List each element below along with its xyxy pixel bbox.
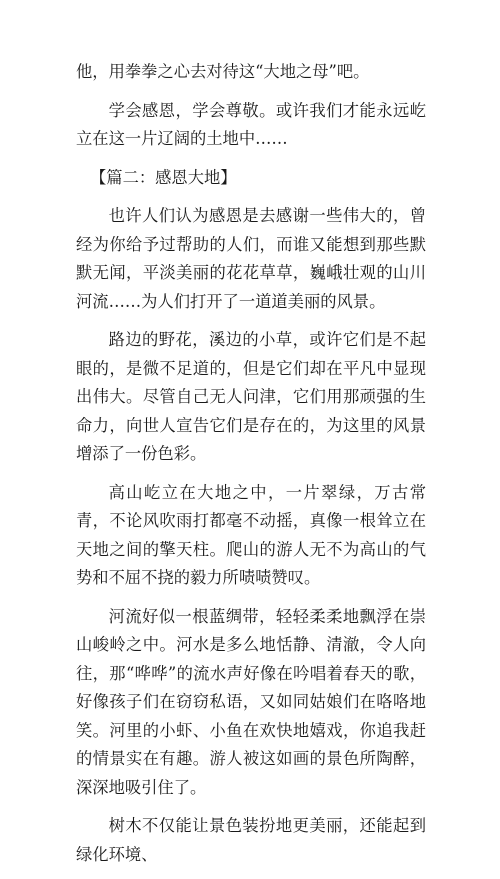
- paragraph-wildflowers: 路边的野花，溪边的小草，或许它们是不起眼的，是微不足道的，但是它们却在平凡中显现出伟大。尽管自己无人问津，它们用那顽强的生命力，向世人宣告它们是存在的，为这里的风景增添了一份色彩。: [76, 330, 426, 463]
- paragraph-trees: 树木不仅能让景色装扮地更美丽，还能起到绿化环境、: [76, 816, 426, 864]
- paragraph-mountains: 高山屹立在大地之中，一片翠绿，万古常青，不论风吹雨打都毫不动摇，真像一根耸立在天地之间的擎天柱。爬山的游人无不为高山的气势和不屈不挠的毅力所啧啧赞叹。: [76, 482, 426, 587]
- document-body: [76, 58, 426, 879]
- paragraph-gratitude-respect: 学会感恩，学会尊敬。或许我们才能永远屹立在这一片辽阔的土地中……: [76, 100, 426, 148]
- section-heading: 【篇二：感恩大地】: [90, 167, 237, 187]
- paragraph-intro: 也许人们认为感恩是去感谢一些伟大的，曾经为你给予过帮助的人们，而谁又能想到那些默默无闻，平淡美丽的花花草草，巍峨壮观的山川河流……为人们打开了一道道美丽的风景。: [76, 206, 426, 311]
- paragraph-rivers: 河流好似一根蓝绸带，轻轻柔柔地飘浮在崇山峻岭之中。河水是多么地恬静、清澈，令人向往，那“哗哗”的流水声好像在吟唱着春天的歌，好像孩子们在窃窃私语，又如同姑娘们在咯咯地笑。河里的小虾、小鱼在欢快地嬉戏，你追我赶的情景实在有趣。游人被这如画的景色所陶醉，深深地吸引住了。: [76, 606, 426, 797]
- paragraph-continuation: 他，用拳拳之心去对待这“大地之母”吧。: [76, 62, 370, 81]
